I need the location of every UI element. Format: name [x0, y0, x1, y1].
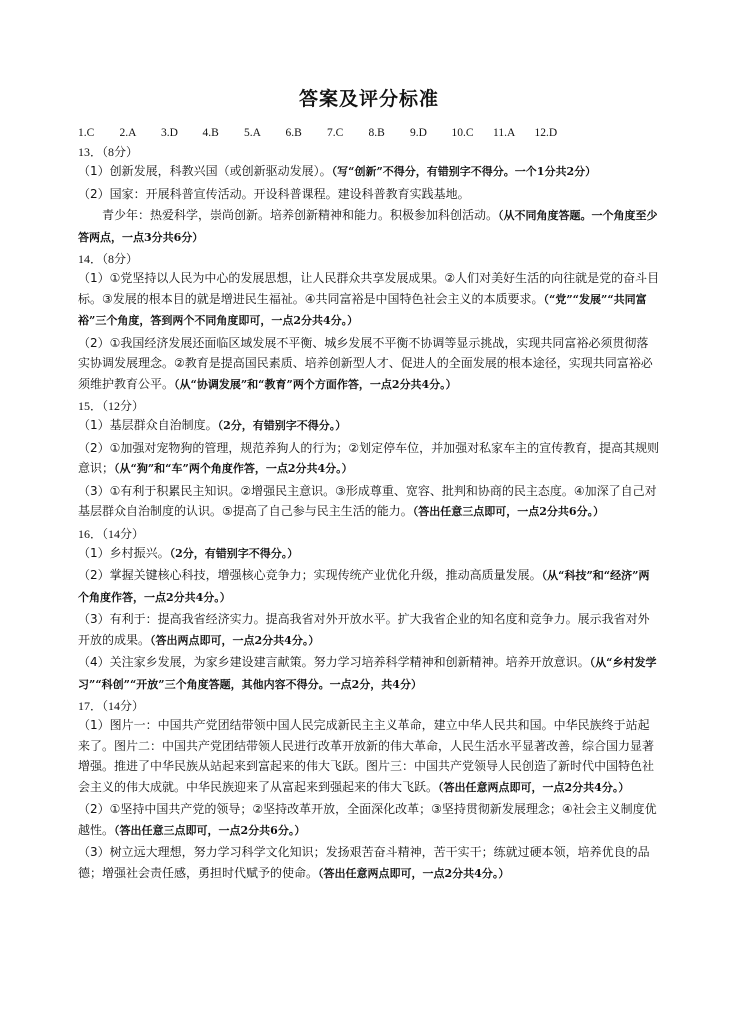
choice-answer: 2.A — [119, 127, 137, 139]
answer-text: （1）乡村振兴。 — [78, 545, 170, 560]
choice-answer: 8.B — [368, 127, 385, 139]
q14-part1 — [78, 268, 660, 332]
q16-part4 — [78, 652, 660, 695]
answer-text: （2）国家：开展科普宣传活动。开设科普课程。建设科普教育实践基地。 — [78, 186, 470, 201]
choice-answer: 12.D — [534, 127, 558, 139]
answer-text: 青少年：热爱科学，崇尚创新。培养创新精神和能力。积极参加科创活动。 — [102, 208, 499, 222]
choice-answer: 5.A — [244, 127, 261, 139]
q13-part2 — [78, 184, 660, 205]
scoring-note: （2分，有错别字不得分。） — [217, 419, 347, 432]
answer-text: （1）基层群众自治制度。 — [78, 418, 218, 432]
scoring-note: （2分，有错别字不得分。） — [169, 546, 299, 560]
q16-part1 — [78, 543, 660, 565]
scoring-note: （从“科技”和“经济”两个角度作答，一点2分共4分。） — [78, 569, 650, 604]
q15-part1 — [78, 415, 660, 437]
answer-text: （1）①党坚持以人民为中心的发展思想，让人民群众共享发展成果。②人们对美好生活的向往就是党的奋斗目标。③发展的根本目的就是增进民生福祉。④共同富裕是中国特色社会主义的本质要求。 — [78, 271, 660, 306]
scoring-note: （写“创新”不得分，有错别字不得分。一个1分共2分） — [331, 165, 597, 178]
scoring-note: （答出任意两点即可，一点2分共4分。） — [318, 866, 510, 880]
page-title: 答案及评分标准 — [298, 88, 439, 110]
answer-text: （1）创新发展，科教兴国（或创新驱动发展）。 — [78, 164, 332, 178]
q13-part1 — [78, 161, 660, 183]
scoring-note: （答出任意两点即可，一点2分共4分。） — [438, 780, 630, 794]
question-16-heading: 16．（14分） — [78, 526, 145, 541]
answer-text: （3）有利于：提高我省经济实力。提高我省对外开放水平。扩大我省企业的知名度和竞争力。展示我省对外开放的成果。 — [78, 612, 650, 647]
choice-answer: 11.A — [493, 127, 516, 139]
answer-text: （2）①坚持中国共产党的领导；②坚持改革开放，全面深化改革；③坚持贯彻新发展理念；④社会主义制度优越性。 — [78, 802, 657, 837]
q17-part3 — [78, 842, 660, 884]
answer-text: （4）关注家乡发展，为家乡建设建言献策。努力学习培养科学精神和创新精神。培养开放意识。 — [78, 655, 590, 669]
q17-part2 — [78, 799, 660, 841]
scoring-note: （从不同角度答题。一个角度至少答两点，一点3分共6分） — [78, 209, 658, 244]
q14-part2 — [78, 333, 660, 396]
question-14-heading: 14．（8分） — [78, 252, 139, 266]
answer-text: （2）①我国经济发展还面临区域发展不平衡、城乡发展不平衡不协调等显示挑战，实现共同富裕必须贯彻落实协调发展理念。②教育是提高国民素质、培养创新型人才、促进人的全面发展的根本途径，实现共同富裕必须维护教育公平。 — [78, 335, 653, 391]
choice-answer: 10.C — [451, 127, 474, 139]
scoring-note: （从“协调发展”和“教育”两个方面作答，一点2分共4分。） — [174, 377, 457, 391]
question-17-heading: 17．（14分） — [78, 699, 145, 713]
answer-text: （3）①有利于积累民主知识。②增强民主意识。③形成尊重、宽容、批判和协商的民主态度。④加深了自己对基层群众自治制度的认识。⑤提高了自己参与民主生活的能力。 — [78, 483, 657, 518]
q17-part1 — [78, 715, 660, 798]
choice-answer: 7.C — [327, 127, 344, 139]
scoring-note: （从“乡村发学习”“科创”“开放”三个角度答题，其他内容不得分。一点2分，共4分） — [78, 656, 657, 691]
scoring-note: （答出任意三点即可，一点2分共6分。） — [412, 505, 605, 518]
answer-text: （1）图片一：中国共产党团结带领中国人民完成新民主主义革命，建立中华人民共和国。中华民族终于站起来了。图片二：中国共产党团结带领人民进行改革开放新的伟大革命，人民生活水平显著改善，综合国力显著增强。推进了中华民族从站起来到富起来的伟大飞跃。图片三：中国共产党领导人民创造了新时代中国特色社会主义的伟大成就。中华民族迎来了从富起来到强起来的伟大飞跃。 — [78, 718, 655, 794]
scoring-note: （从“狗”和“车”两个角度作答，一点2分共4分。） — [114, 462, 353, 475]
answer-text: （3）树立远大理想，努力学习科学文化知识；发扬艰苦奋斗精神，苦干实干；练就过硬本领，培养优良的品德；增强社会责任感，勇担时代赋予的使命。 — [78, 845, 650, 880]
scoring-note: （“党”“发展”“共同富裕”三个角度，答到两个不同角度即可，一点2分共4分。） — [78, 292, 647, 327]
choice-answer: 3.D — [161, 127, 178, 139]
q16-part2 — [78, 565, 660, 608]
question-15-heading: 15．（12分） — [78, 399, 145, 413]
question-13-heading: 13．（8分） — [78, 145, 139, 159]
answer-text: （2）掌握关键核心科技，增强核心竞争力；实现传统产业优化升级，推动高质量发展。 — [78, 568, 542, 582]
q15-part2 — [78, 438, 660, 480]
choice-answer: 4.B — [202, 127, 219, 139]
q16-part3 — [78, 609, 660, 651]
scoring-note: （答出两点即可，一点2分共4分。） — [150, 633, 320, 647]
scoring-note: （答出任意三点即可，一点2分共6分。） — [114, 823, 306, 837]
q15-part3 — [78, 481, 660, 523]
answer-text: （2）①加强对宠物狗的管理，规范养狗人的行为；②划定停车位，并加强对私家车主的宣传教育，提高其规则意识； — [78, 440, 660, 475]
choice-answer: 9.D — [410, 127, 427, 139]
choice-answer: 6.B — [285, 127, 302, 139]
choice-answer: 1.C — [78, 127, 95, 139]
answer-sheet — [78, 84, 660, 885]
multiple-choice-answers — [78, 127, 660, 139]
q13-part2-youth — [78, 205, 660, 248]
